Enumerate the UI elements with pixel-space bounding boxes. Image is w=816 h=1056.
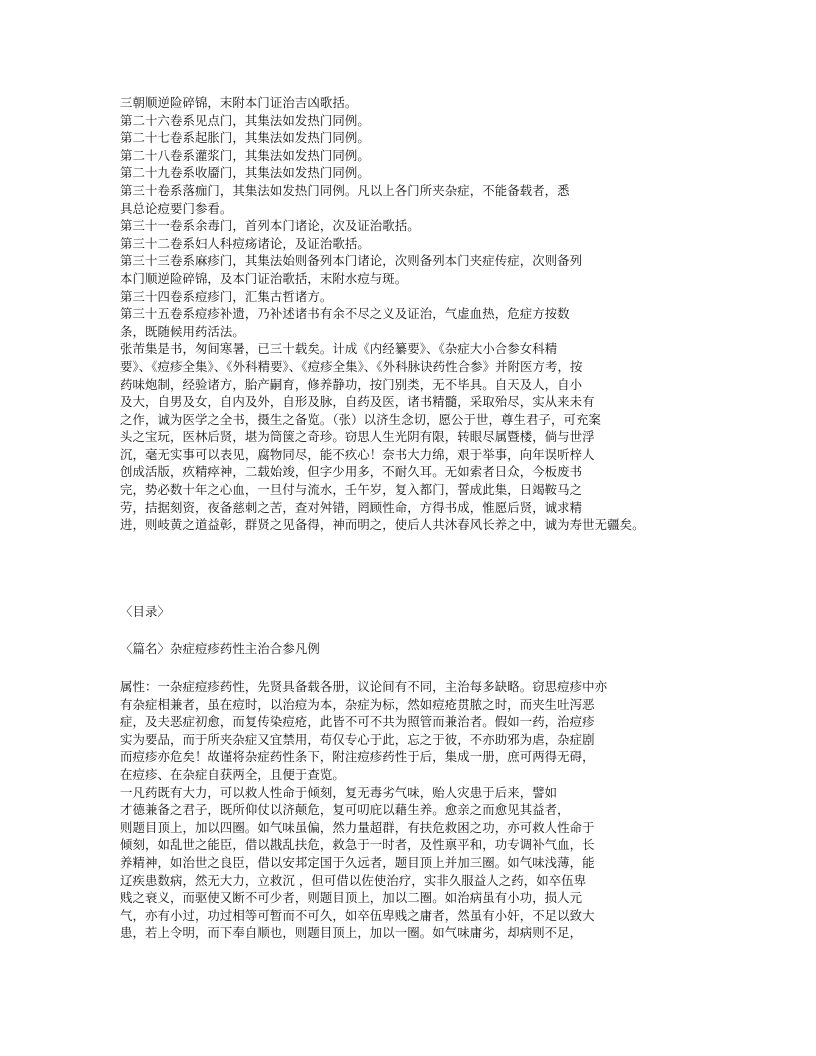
- text-line: 第二十九卷系收靥门，其集法如发热门同例。: [120, 165, 370, 181]
- text-line: 有杂症相兼者，虽在痘时，以治痘为本，杂症为标，然如痘疮贯脓之时，而夹生吐泻恶: [120, 696, 595, 712]
- section-title-block: [120, 640, 800, 658]
- text-line: 实为要品，而于所夹杂症又宜禁用，苟仅专心于此，忘之于彼，不亦助邪为虐，杂症剧: [120, 731, 595, 747]
- text-line: 第三十二卷系妇人科痘疡诸论，及证治歌括。: [120, 235, 370, 251]
- text-line: 沉，毫无实事可以表见，腐物同尽，能不疚心！奈书大力绵，艰于举事，向年误听梓人: [120, 446, 595, 462]
- text-line: 贱之衰义，而驱使又断不可少者，则题目顶上，加以二圈。如治病虽有小功，损人元: [120, 890, 583, 906]
- text-line: 之作，诚为医学之全书，摄生之备览。（张）以济生念切，愿公于世，尊生君子，可充案: [120, 411, 601, 427]
- text-line: 第三十卷系落痂门，其集法如发热门同例。凡以上各门所夹杂症，不能备载者，悉: [120, 182, 570, 198]
- text-line: 第三十三卷系麻疹门，其集法始则备列本门诸论，次则备列本门夹症传症，次则备列: [120, 253, 583, 269]
- text-line: 一凡药既有大力，可以救人性命于倾刻，复无毒劣气味，贻人灾患于后来，譬如: [120, 784, 558, 800]
- text-line: 在痘疹、在杂症自获两全，且便于查览。: [120, 766, 345, 782]
- text-line: 创成活版，疚精瘁神，二载始竣，但字少用多，不耐久耳。无如索者日众，今板废书: [120, 464, 583, 480]
- text-line: 及大，自男及女，自内及外，自形及脉，自药及医，诸书精髓，采取殆尽，实从来未有: [120, 394, 595, 410]
- text-line: 则题目顶上，加以四圈。如气味虽偏，然力量超群，有扶危救困之功，亦可救人性命于: [120, 819, 595, 835]
- body-text-block: [120, 678, 800, 942]
- text-line: 属性：一杂症痘疹药性，先贤具备载各册，议论间有不同，主治每多缺略。窃思痘疹中亦: [120, 679, 608, 694]
- text-line: 张芾集是书，匆间寒暑，已三十载矣。计成《内经纂要》、《杂症大小合参女科精: [120, 341, 558, 357]
- text-line: 才德兼备之君子，既所仰仗以济颠危，复可叨庇以藉生养。愈亲之而愈见其益者，: [120, 802, 570, 818]
- text-line: 第三十一卷系余毒门，首列本门诸论，次及证治歌括。: [120, 218, 420, 234]
- text-line: 倾刻，如乱世之能臣，借以戡乱扶危，救急于一时者，及性禀平和，功专调补气血，长: [120, 837, 595, 853]
- text-line: 第二十六卷系见点门，其集法如发热门同例。: [120, 112, 370, 128]
- text-line: 具总论痘要门参看。: [120, 200, 233, 216]
- text-line: 要》、《痘疹全集》、《外科精要》、《痘疹全集》、《外科脉诀药性合参》并附医方考，按: [120, 358, 583, 374]
- text-line: 症，及夫恶症初愈，而复传染痘疮，此皆不可不共为照管而兼治者。假如一药，治痘疹: [120, 714, 595, 730]
- text-line: 药味炮制，经验诸方，胎产嗣育，修养静功，按门别类，无不毕具。自天及人，自小: [120, 376, 583, 392]
- text-line: 劳，拮据刻资，夜备慈刺之苦，查对舛错，罔顾性命，方得书成，惟愿后贤，诚求精: [120, 499, 583, 515]
- text-line: 完，势必数十年之心血，一旦付与流水，壬午岁，复入都门，誓成此集，日竭鞍马之: [120, 482, 583, 498]
- toc-heading-block: [120, 603, 800, 621]
- text-line: 条，既随候用药活法。: [120, 323, 245, 339]
- text-line: 患，若上令明，而下奉自顺也，则题目顶上，加以一圈。如气味庸劣，却病则不足，: [120, 925, 583, 941]
- text-line: 三朝顺逆险碎锦，末附本门证治吉凶歌括。: [120, 95, 358, 110]
- text-line: 养精神，如治世之良臣，借以安邦定国于久远者，题目顶上并加三圈。如气味浅薄，能: [120, 854, 595, 870]
- text-line: 第三十五卷系痘疹补遗，乃补述诸书有余不尽之义及证治，气虚血热，危症方按数: [120, 306, 570, 322]
- text-line: 第三十四卷系痘疹门，汇集古哲诸方。: [120, 288, 333, 304]
- section-title: 〈篇名〉杂症痘疹药性主治合参凡例: [120, 641, 320, 656]
- text-line: 头之宝玩，医林后贤，堪为筒箧之奇珍。窃思人生光阴有限，转眼尽属暨楼，倘与世浮: [120, 429, 595, 445]
- text-line: 第二十八卷系灌浆门，其集法如发热门同例。: [120, 147, 370, 163]
- text-line: 进，则岐黄之道益彰，群贤之见备得，神而明之，使后人共沐春风长养之中，诚为寿世无疆矣。: [120, 517, 645, 533]
- text-line: 气，亦有小过，功过相等可暂而不可久，如卒伍卑贱之庸者，然虽有小奸，不足以致大: [120, 907, 595, 923]
- text-line: 第二十七卷系起胀门，其集法如发热门同例。: [120, 130, 370, 146]
- text-line: 而痘疹亦危矣！故谨将杂症药性条下，附注痘疹药性于后，集成一册，庶可两得无碍，: [120, 749, 595, 765]
- toc-label: 〈目录〉: [120, 604, 170, 619]
- text-line: 本门顺逆险碎锦，及本门证治歌括，末附水痘与斑。: [120, 270, 408, 286]
- text-line: 辽疾患数病，然无大力，立救沉 ，但可借以佐使治疗，实非久服益人之药，如卒伍卑: [120, 872, 587, 888]
- intro-text-block: [120, 94, 800, 534]
